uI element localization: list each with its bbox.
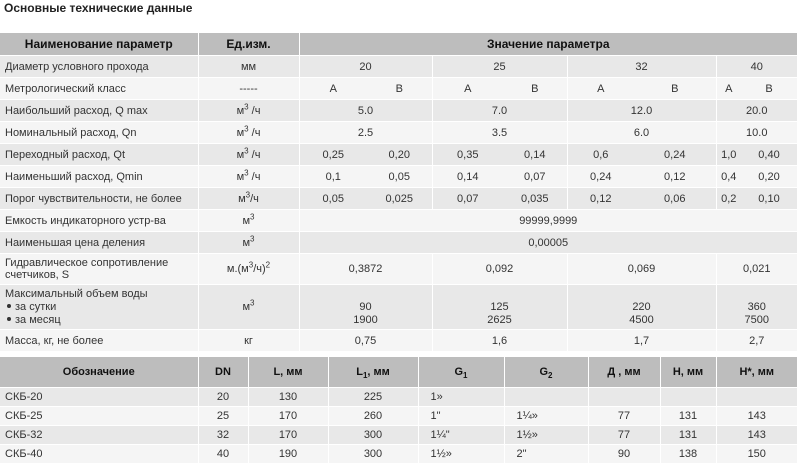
header-g2: $G_2$ <box>504 357 588 388</box>
cell-value: 0,025 <box>367 188 432 210</box>
volume-title: Максимальный объем воды <box>5 287 148 300</box>
cell-l: 130 <box>248 388 328 407</box>
cell-value: A <box>432 78 503 100</box>
cell-value: B <box>503 78 567 100</box>
cell-value: 0,021 <box>716 254 797 285</box>
cell-value: 90 1900 <box>299 285 432 330</box>
table-row <box>0 388 797 407</box>
cell-value: 6.0 <box>567 122 716 144</box>
cell-hstar: 143 <box>716 407 797 426</box>
cell-h: 131 <box>660 426 716 445</box>
header-hstar: H*, мм <box>716 357 797 388</box>
header-designation: Обозначение <box>0 357 198 388</box>
cell-g1: 1» <box>418 388 504 407</box>
cell-value: 1,6 <box>432 330 567 352</box>
row-label <box>0 285 198 330</box>
cell-value: 0,14 <box>432 166 503 188</box>
row-division-price <box>0 232 797 254</box>
cell-value: 0,00005 <box>299 232 797 254</box>
cell-value: 0,05 <box>367 166 432 188</box>
row-label: Емкость индикаторного устр-ва <box>0 210 198 232</box>
table-row <box>0 426 797 445</box>
row-label: Масса, кг, не более <box>0 330 198 352</box>
cell-h <box>660 388 716 407</box>
header-g1: $G_1$ <box>418 357 504 388</box>
cell-value: 10.0 <box>716 122 797 144</box>
row-unit: $м.(м^3/ч)^2$ <box>198 254 299 285</box>
row-mass <box>0 330 797 352</box>
cell-g2: 1½» <box>504 426 588 445</box>
cell-value: A <box>567 78 634 100</box>
cell-value: 0,07 <box>432 188 503 210</box>
cell-dn: 32 <box>198 426 248 445</box>
cell-value: 0,75 <box>299 330 432 352</box>
volume-day-label: за сутки <box>5 301 195 314</box>
header-d: Д , мм <box>588 357 660 388</box>
cell-value: A <box>716 78 741 100</box>
cell-g1: 1½» <box>418 445 504 464</box>
header-l1: $L_1$, мм <box>328 357 418 388</box>
volume-month-label: за месяц <box>5 314 195 327</box>
cell-value: 0,035 <box>503 188 567 210</box>
row-qt <box>0 144 797 166</box>
cell-g2: 2" <box>504 445 588 464</box>
cell-hstar <box>716 388 797 407</box>
row-sensitivity <box>0 188 797 210</box>
header-unit: Ед.изм. <box>198 33 299 56</box>
cell-value: 0,1 <box>299 166 367 188</box>
cell-value: 2.5 <box>299 122 432 144</box>
row-metro-class <box>0 78 797 100</box>
header-param-name: Наименование параметр <box>0 33 198 56</box>
cell-g2: 1¼» <box>504 407 588 426</box>
cell-value: 20 <box>299 56 432 78</box>
row-unit: $м^3$ /ч <box>198 144 299 166</box>
cell-value: 0,07 <box>503 166 567 188</box>
cell-l1: 260 <box>328 407 418 426</box>
row-label: Порог чувствительности, не более <box>0 188 198 210</box>
cell-value: 360 7500 <box>716 285 797 330</box>
table-header-row <box>0 33 797 56</box>
cell-value: 0,6 <box>567 144 634 166</box>
cell-l1: 225 <box>328 388 418 407</box>
cell-d: 90 <box>588 445 660 464</box>
cell-designation: СКБ-20 <box>0 388 198 407</box>
header-l: L, мм <box>248 357 328 388</box>
cell-hstar: 150 <box>716 445 797 464</box>
cell-g1: 1" <box>418 407 504 426</box>
cell-value: A <box>299 78 367 100</box>
cell-dn: 40 <box>198 445 248 464</box>
tech-data-table <box>0 33 797 351</box>
row-qmax <box>0 100 797 122</box>
row-unit: $м^3$ /ч <box>198 166 299 188</box>
cell-value: 0,092 <box>432 254 567 285</box>
row-unit: $м^3$ <box>198 285 299 330</box>
cell-value: B <box>741 78 797 100</box>
cell-value: B <box>634 78 716 100</box>
cell-value: 0,40 <box>741 144 797 166</box>
cell-d: 77 <box>588 407 660 426</box>
cell-value: 1,0 <box>716 144 741 166</box>
cell-value: 0,20 <box>367 144 432 166</box>
row-unit: $м^3$ <box>198 232 299 254</box>
cell-value: 3.5 <box>432 122 567 144</box>
cell-value: 12.0 <box>567 100 716 122</box>
cell-value: 0,20 <box>741 166 797 188</box>
cell-value: 1,7 <box>567 330 716 352</box>
row-max-volume <box>0 285 797 330</box>
dimensions-table <box>0 357 797 463</box>
cell-l: 170 <box>248 407 328 426</box>
row-label: Переходный расход, Qt <box>0 144 198 166</box>
cell-value: 99999,9999 <box>299 210 797 232</box>
cell-g1: 1¼" <box>418 426 504 445</box>
row-unit: ----- <box>198 78 299 100</box>
row-capacity <box>0 210 797 232</box>
cell-value: B <box>367 78 432 100</box>
row-unit: $м^3/ч$ <box>198 188 299 210</box>
row-qn <box>0 122 797 144</box>
cell-value: 0,2 <box>716 188 741 210</box>
cell-designation: СКБ-25 <box>0 407 198 426</box>
cell-value: 0,14 <box>503 144 567 166</box>
row-unit: $м^3$ /ч <box>198 122 299 144</box>
cell-value: 0,12 <box>567 188 634 210</box>
row-unit: $м^3$ <box>198 210 299 232</box>
cell-value: 0,25 <box>299 144 367 166</box>
cell-d <box>588 388 660 407</box>
cell-value: 0,05 <box>299 188 367 210</box>
cell-value: 0,35 <box>432 144 503 166</box>
row-label: Номинальный расход, Qn <box>0 122 198 144</box>
cell-l: 190 <box>248 445 328 464</box>
page-heading: Основные технические данные <box>4 1 193 15</box>
cell-value: 20.0 <box>716 100 797 122</box>
bullet-icon <box>7 317 11 321</box>
row-unit: кг <box>198 330 299 352</box>
cell-value: 125 2625 <box>432 285 567 330</box>
cell-value: 0,24 <box>567 166 634 188</box>
header-value: Значение параметра <box>299 33 797 56</box>
cell-designation: СКБ-40 <box>0 445 198 464</box>
row-label: Метрологический класс <box>0 78 198 100</box>
row-hydraulic <box>0 254 797 285</box>
header-h: H, мм <box>660 357 716 388</box>
cell-designation: СКБ-32 <box>0 426 198 445</box>
table-header-row <box>0 357 797 388</box>
row-label: Диаметр условного прохода <box>0 56 198 78</box>
cell-g2 <box>504 388 588 407</box>
row-label: Наибольший расход, Q max <box>0 100 198 122</box>
bullet-icon <box>7 304 11 308</box>
header-dn: DN <box>198 357 248 388</box>
cell-dn: 20 <box>198 388 248 407</box>
row-label: Наименьшая цена деления <box>0 232 198 254</box>
cell-h: 131 <box>660 407 716 426</box>
cell-value: 32 <box>567 56 716 78</box>
table-row <box>0 407 797 426</box>
row-dn <box>0 56 797 78</box>
cell-value: 40 <box>716 56 797 78</box>
cell-value: 5.0 <box>299 100 432 122</box>
cell-l1: 300 <box>328 445 418 464</box>
cell-value: 0,12 <box>634 166 716 188</box>
cell-value: 220 4500 <box>567 285 716 330</box>
cell-l: 170 <box>248 426 328 445</box>
row-label: Наименьший расход, Qmin <box>0 166 198 188</box>
cell-value: 0,069 <box>567 254 716 285</box>
cell-value: 0,10 <box>741 188 797 210</box>
row-unit: $м^3$ /ч <box>198 100 299 122</box>
cell-value: 0,4 <box>716 166 741 188</box>
cell-value: 2,7 <box>716 330 797 352</box>
cell-value: 0,24 <box>634 144 716 166</box>
cell-l1: 300 <box>328 426 418 445</box>
cell-hstar: 143 <box>716 426 797 445</box>
cell-value: 0,3872 <box>299 254 432 285</box>
cell-dn: 25 <box>198 407 248 426</box>
cell-value: 0,06 <box>634 188 716 210</box>
row-qmin <box>0 166 797 188</box>
cell-value: 25 <box>432 56 567 78</box>
cell-h: 138 <box>660 445 716 464</box>
cell-value: 7.0 <box>432 100 567 122</box>
row-unit: мм <box>198 56 299 78</box>
table-row <box>0 445 797 464</box>
cell-d: 77 <box>588 426 660 445</box>
row-label: Гидравлическое сопротивление счетчиков, S <box>0 254 198 285</box>
